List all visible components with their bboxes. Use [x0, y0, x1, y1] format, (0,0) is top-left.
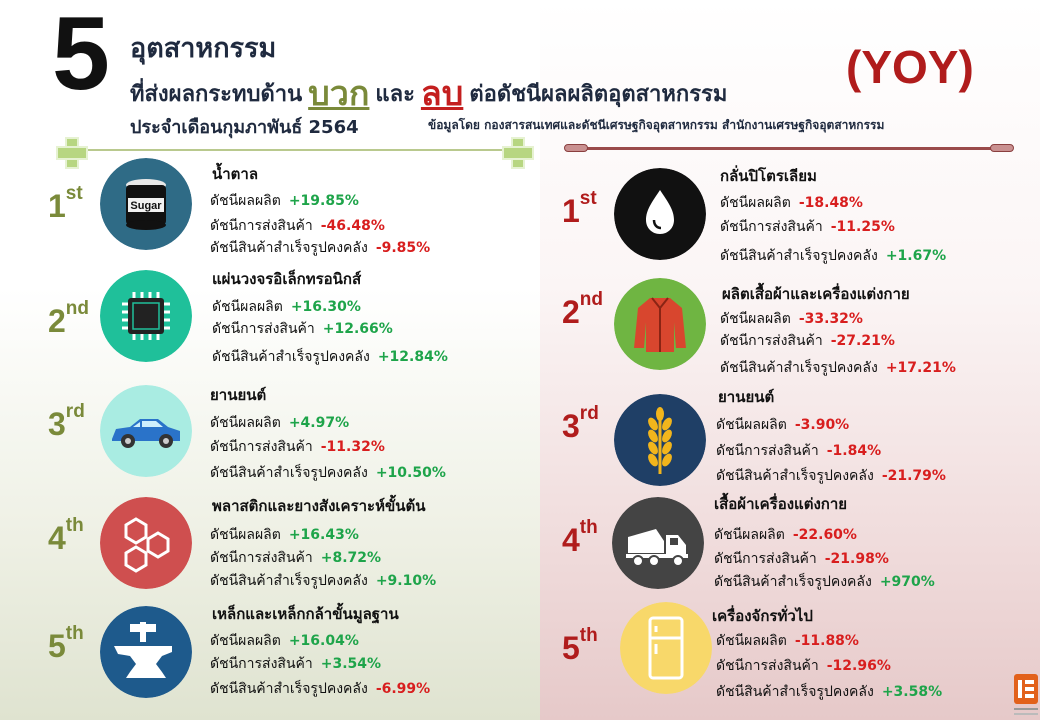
icon-circle [100, 606, 192, 698]
stat-inventory: ดัชนีสินค้าสำเร็จรูปคงคลัง +970% [714, 574, 935, 590]
title-line-2 [130, 62, 727, 116]
industry-name: เสื้อผ้าเครื่องแต่งกาย [714, 495, 848, 513]
minus-icon [564, 144, 588, 152]
stat-shipment: ดัชนีการส่งสินค้า -11.25% [720, 219, 895, 235]
rank-label: 4th [48, 515, 84, 556]
stat-mpi: ดัชนีผลผลิต +4.97% [210, 415, 350, 431]
negative-divider [572, 147, 997, 150]
title-line-2-pre: ที่ส่งผลกระทบด้าน [130, 82, 303, 107]
icon-circle [614, 394, 706, 486]
positive-divider [62, 149, 517, 151]
stat-inventory: ดัชนีสินค้าสำเร็จรูปคงคลัง +3.58% [716, 684, 943, 700]
chip-icon [100, 270, 192, 362]
rank-label: 1st [48, 183, 83, 224]
stat-mpi: ดัชนีผลผลิต -22.60% [714, 527, 857, 543]
stat-shipment: ดัชนีการส่งสินค้า -46.48% [210, 218, 385, 234]
stat-mpi: ดัชนีผลผลิต +16.43% [210, 527, 359, 543]
icon-circle [614, 168, 706, 260]
rank-label: 4th [562, 517, 598, 558]
stat-shipment: ดัชนีการส่งสินค้า +3.54% [210, 656, 382, 672]
title-line-2-mid: และ [375, 82, 415, 107]
industry-name: เครื่องจักรทั่วไป [712, 607, 813, 625]
anvil-icon [100, 606, 192, 698]
icon-circle [100, 497, 192, 589]
stat-inventory: ดัชนีสินค้าสำเร็จรูปคงคลัง -21.79% [716, 468, 946, 484]
jacket-icon [614, 278, 706, 370]
svg-text:Sugar: Sugar [130, 200, 162, 212]
icon-circle [100, 158, 192, 250]
rank-label: 2nd [562, 289, 604, 330]
plus-icon [56, 137, 84, 165]
car-icon [100, 385, 192, 477]
industry-name: กลั่นปิโตรเลียม [720, 167, 817, 185]
industry-name: แผ่นวงจรอิเล็กทรอนิกส์ [212, 270, 362, 288]
industry-name: พลาสติกและยางสังเคราะห์ขั้นต้น [212, 497, 426, 515]
rank-label: 5th [562, 625, 598, 666]
rank-label: 1st [562, 188, 597, 229]
industry-name: ยานยนต์ [210, 386, 267, 404]
stat-inventory: ดัชนีสินค้าสำเร็จรูปคงคลัง -9.85% [210, 240, 431, 256]
stat-mpi: ดัชนีผลผลิต +19.85% [210, 193, 359, 209]
sugar-icon [100, 158, 192, 250]
icon-circle [100, 270, 192, 362]
industry-name: ผลิตเสื้อผ้าและเครื่องแต่งกาย [722, 285, 910, 303]
icon-circle [614, 278, 706, 370]
yoy-label: (YOY) [846, 41, 974, 93]
rank-label: 5th [48, 623, 84, 664]
stat-inventory: ดัชนีสินค้าสำเร็จรูปคงคลัง +9.10% [210, 573, 437, 589]
organization-logo-icon [1012, 672, 1040, 720]
stat-shipment: ดัชนีการส่งสินค้า +12.66% [212, 321, 393, 337]
industry-name: เหล็กและเหล็กกล้าขั้นมูลฐาน [212, 605, 399, 623]
stat-shipment: ดัชนีการส่งสินค้า -21.98% [714, 551, 889, 567]
title-line-2-post: ต่อดัชนีผลผลิตอุตสาหกรรม [469, 82, 728, 107]
industry-name: ยานยนต์ [718, 388, 775, 406]
minus-icon [990, 144, 1014, 152]
rank-label: 3rd [48, 401, 85, 442]
title-line-3: ประจำเดือนกุมภาพันธ์ 2564 [130, 117, 359, 138]
stat-mpi: ดัชนีผลผลิต -33.32% [720, 311, 863, 327]
stat-mpi: ดัชนีผลผลิต +16.04% [210, 633, 359, 649]
stat-mpi: ดัชนีผลผลิต -3.90% [716, 417, 850, 433]
stat-shipment: ดัชนีการส่งสินค้า -1.84% [716, 443, 882, 459]
stat-inventory: ดัชนีสินค้าสำเร็จรูปคงคลัง +1.67% [720, 248, 947, 264]
refrigerator-icon [620, 602, 712, 694]
source-note: ข้อมูลโดย กองสารสนเทศและดัชนีเศรษฐกิจอุตสาหกรรม สำนักงานเศรษฐกิจอุตสาหกรรม [428, 118, 885, 132]
stat-mpi: ดัชนีผลผลิต -11.88% [716, 633, 859, 649]
hexagon-icon [100, 497, 192, 589]
stat-inventory: ดัชนีสินค้าสำเร็จรูปคงคลัง +10.50% [210, 465, 446, 481]
big-number: 5 [52, 0, 110, 112]
stat-shipment: ดัชนีการส่งสินค้า -11.32% [210, 439, 385, 455]
stat-inventory: ดัชนีสินค้าสำเร็จรูปคงคลัง -6.99% [210, 681, 431, 697]
negative-word: ลบ [420, 74, 464, 114]
plus-icon [502, 137, 530, 165]
title-line-1: อุตสาหกรรม [130, 33, 277, 64]
stat-shipment: ดัชนีการส่งสินค้า +8.72% [210, 550, 382, 566]
icon-circle [620, 602, 712, 694]
icon-circle [612, 497, 704, 589]
oil-drop-icon [614, 168, 706, 260]
stat-inventory: ดัชนีสินค้าสำเร็จรูปคงคลัง +17.21% [720, 360, 956, 376]
industry-name: น้ำตาล [212, 165, 259, 183]
stat-shipment: ดัชนีการส่งสินค้า -27.21% [720, 333, 895, 349]
cement-truck-icon [612, 497, 704, 589]
icon-circle [100, 385, 192, 477]
stat-inventory: ดัชนีสินค้าสำเร็จรูปคงคลัง +12.84% [212, 349, 448, 365]
wheat-icon [614, 394, 706, 486]
rank-label: 2nd [48, 298, 90, 339]
positive-word: บวก [308, 74, 370, 114]
rank-label: 3rd [562, 403, 599, 444]
stat-mpi: ดัชนีผลผลิต +16.30% [212, 299, 361, 315]
stat-mpi: ดัชนีผลผลิต -18.48% [720, 195, 863, 211]
stat-shipment: ดัชนีการส่งสินค้า -12.96% [716, 658, 891, 674]
